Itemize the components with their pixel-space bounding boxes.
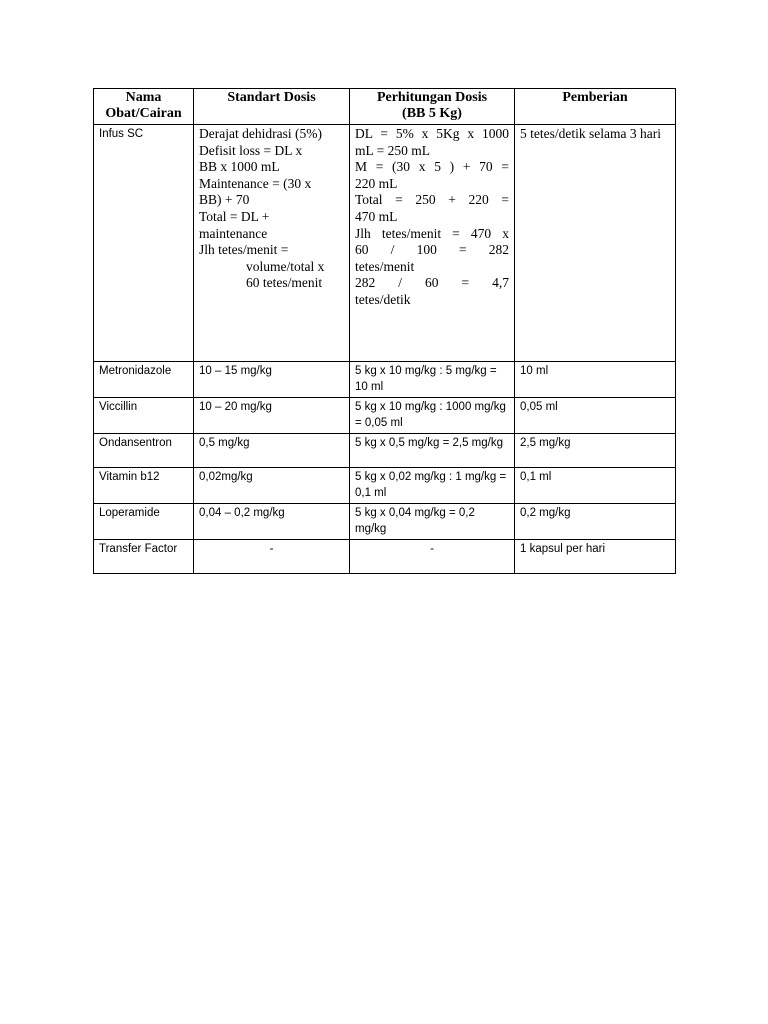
table-row [94, 398, 676, 434]
table-row [94, 468, 676, 504]
dosage-table [93, 88, 676, 574]
cell-pemberian: 2,5 mg/kg [515, 434, 676, 468]
header-pemberian: Pemberian [515, 89, 676, 125]
cell-nama: Metronidazole [94, 362, 194, 398]
cell-nama: Infus SC [94, 125, 194, 362]
cell-standart-dosis: 10 – 15 mg/kg [194, 362, 350, 398]
cell-pemberian: 10 ml [515, 362, 676, 398]
table-row [94, 504, 676, 540]
header-nama: Nama Obat/Cairan [94, 89, 194, 125]
table-row [94, 540, 676, 574]
cell-nama: Loperamide [94, 504, 194, 540]
table-row [94, 362, 676, 398]
cell-perhitungan-dosis: 5 kg x 10 mg/kg : 5 mg/kg = 10 ml [350, 362, 515, 398]
cell-standart-dosis: - [194, 540, 350, 574]
cell-perhitungan-dosis: 5 kg x 0,5 mg/kg = 2,5 mg/kg [350, 434, 515, 468]
cell-nama: Viccillin [94, 398, 194, 434]
cell-standart-dosis: 0,5 mg/kg [194, 434, 350, 468]
cell-standart-dosis: Derajat dehidrasi (5%) Defisit loss = DL x BB x 1000 mL Maintenance = (30 x BB) + 70 Total = DL + maintenance Jlh tetes/menit = volume/total x 60 tetes/menit [194, 125, 350, 362]
cell-standart-dosis: 0,04 – 0,2 mg/kg [194, 504, 350, 540]
table-row [94, 434, 676, 468]
table-row [94, 125, 676, 362]
header-perhitungan-dosis: Perhitungan Dosis (BB 5 Kg) [350, 89, 515, 125]
cell-standart-dosis: 0,02mg/kg [194, 468, 350, 504]
cell-pemberian: 0,1 ml [515, 468, 676, 504]
cell-nama: Vitamin b12 [94, 468, 194, 504]
cell-pemberian: 5 tetes/detik selama 3 hari [515, 125, 676, 362]
cell-nama: Ondansentron [94, 434, 194, 468]
cell-perhitungan-dosis: - [350, 540, 515, 574]
cell-perhitungan-dosis: 5 kg x 10 mg/kg : 1000 mg/kg = 0,05 ml [350, 398, 515, 434]
cell-pemberian: 0,2 mg/kg [515, 504, 676, 540]
cell-pemberian: 1 kapsul per hari [515, 540, 676, 574]
cell-perhitungan-dosis: 5 kg x 0,02 mg/kg : 1 mg/kg = 0,1 ml [350, 468, 515, 504]
cell-standart-dosis: 10 – 20 mg/kg [194, 398, 350, 434]
cell-pemberian: 0,05 ml [515, 398, 676, 434]
cell-perhitungan-dosis: DL = 5% x 5Kg x 1000 mL = 250 mL M = (30 x 5 ) + 70 = 220 mL Total = 250 + 220 = 470 mL Jlh tetes/menit = 470 x 60 / 100 = 282 tetes/menit 282 / 60 = 4,7 tetes/detik [350, 125, 515, 362]
header-standart-dosis: Standart Dosis [194, 89, 350, 125]
cell-nama: Transfer Factor [94, 540, 194, 574]
cell-perhitungan-dosis: 5 kg x 0,04 mg/kg = 0,2 mg/kg [350, 504, 515, 540]
table-header-row [94, 89, 676, 125]
